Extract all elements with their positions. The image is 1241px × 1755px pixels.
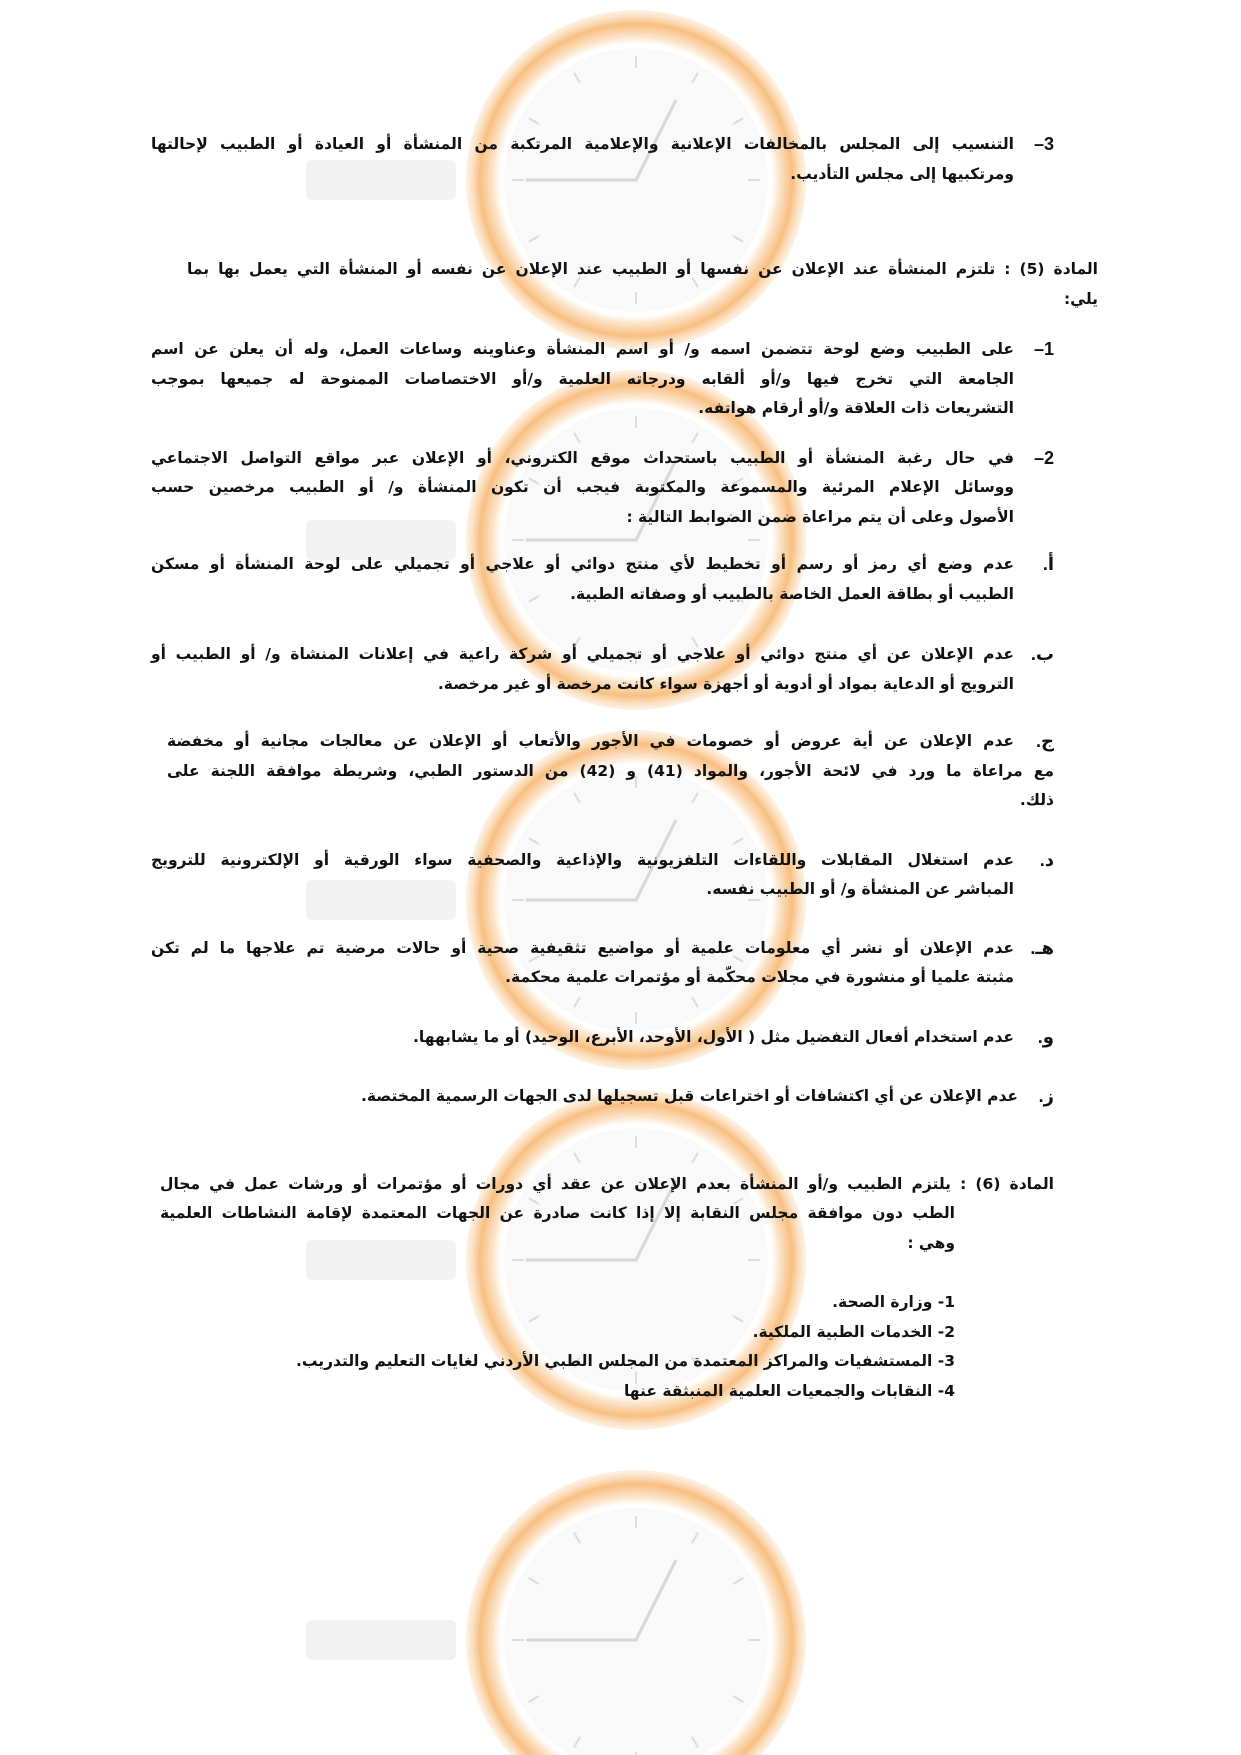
text-line: المباشر عن المنشأة و/ أو الطبيب نفسه. [706,880,1014,898]
sub-item-letter: هـ. [1030,937,1054,958]
text-line: عدم استغلال المقابلات واللقاءات التلفزيونية والإذاعية والصحفية سواء الورقية أو الإلكترونية للترويج [151,850,1014,869]
text-line: عدم الإعلان عن أي منتج دوائي أو علاجي أو تجميلي أو شركة راعية في إعلانات المنشاة و/ أو الطبيب أو [151,645,1014,663]
sub-item-f [151,1023,1054,1053]
article-6 [160,1170,1054,1259]
text-line: يلي: [1063,289,1098,308]
text-line: مثبتة علميا أو منشورة في مجلات محكّمة أو مؤتمرات علمية محكمة. [505,968,1014,986]
text-line: الطب دون موافقة مجلس النقابة إلا إذا كانت صادرة عن الجهات المعتمدة لإقامة النشاطات العلمية [160,1204,955,1222]
text-line: المادة (5) : تلتزم المنشأة عند الإعلان عن نفسها أو الطبيب عند الإعلان عن نفسه أو المنشأة التي يعمل بها بما [187,260,1098,278]
text-line: الجامعة التي تخرج فيها و/أو ألقابه ودرجاته العلمية و/أو الاختصاصات الممنوحة له جميعها بموجب [151,369,1014,388]
article-5-heading [187,255,1098,314]
sub-item-g [151,1082,1054,1112]
text-line: عدم الإعلان عن أي اكتشافات أو اختراعات قبل تسجيلها لدى الجهات الرسمية المختصة. [360,1087,1018,1105]
sub-item-a [151,550,1054,609]
item-2 [151,444,1054,533]
clause-3 [151,130,1054,189]
sub-item-letter: ز. [1038,1086,1054,1106]
text-line: الطبيب أو بطاقة العمل الخاصة بالطبيب أو وصفاته الطبية. [570,584,1014,603]
text-line: عدم الإعلان عن أية عروض أو خصومات في الأجور والأتعاب أو الإعلان عن معالجات مجانية أو مخفضة [167,732,1014,750]
text-line: عدم استخدام أفعال التفضيل مثل ( الأول، الأوحد، الأبرع، الوحيد) أو ما يشابهها. [413,1027,1014,1046]
text-line: ووسائل الإعلام المرئية والمسموعة والمكتوبة فيجب أن تكون المنشأة و/ أو الطبيب مرخصين حسب [151,478,1014,496]
text-line: الترويج أو الدعاية بمواد أو أدوية أو أجهزة سواء كانت مرخصة أو غير مرخصة. [437,674,1014,693]
item-number: 1– [1033,339,1054,359]
text-line: عدم وضع أي رمز أو رسم أو تخطيط لأي منتج دوائي أو علاجي أو تجميلي على لوحة المنشأة أو مسكن [151,555,1014,573]
sub-item-letter: أ. [1042,554,1054,574]
accredited-bodies-list [155,1288,955,1406]
text-line: في حال رغبة المنشأة أو الطبيب باستحداث موقع الكتروني، أو الإعلان عبر مواقع التواصل الاجتماعي [151,448,1014,467]
sub-item-b [151,640,1054,699]
text-line: وهي : [907,1233,955,1252]
sub-item-letter: و. [1037,1026,1054,1047]
text-line: ذلك. [1019,791,1054,809]
list-item: 2- الخدمات الطبية الملكية. [752,1322,955,1341]
text-line: عدم الإعلان أو نشر أي معلومات علمية أو مواضيع تثقيفية صحية أو حالات مرضية تم علاجها ما لم تكن [151,938,1014,957]
sub-item-d [151,846,1054,905]
item-number: 2– [1033,447,1054,468]
list-item: 3- المستشفيات والمراكز المعتمدة من المجلس الطبي الأردني لغايات التعليم والتدريب. [296,1352,955,1370]
list-item: 1- وزارة الصحة. [832,1293,955,1311]
item-1 [151,335,1054,424]
text-line: التشريعات ذات العلاقة و/أو أرقام هواتفه. [698,399,1014,417]
text-line: على الطبيب وضع لوحة تتضمن اسمه و/ أو اسم المنشأة وعناوينه وساعات العمل، وله أن يعلن عن اسم [151,340,1014,358]
sub-item-letter: ب. [1030,644,1054,664]
list-item: 4- النقابات والجمعيات العلمية المنبثقة عنها [623,1381,955,1400]
text-line: الأصول وعلى أن يتم مراعاة ضمن الضوابط التالية : [626,507,1014,526]
clause-number: 3– [1033,134,1054,154]
sub-item-letter: د. [1039,849,1054,870]
text-line: المادة (6) : يلتزم الطبيب و/أو المنشأة بعدم الإعلان عن عقد أي دورات أو مؤتمرات أو ورشات عمل في مجال [160,1174,1054,1193]
text-line: التنسيب إلى المجلس بالمخالفات الإعلانية والإعلامية المرتكبة من المنشأة أو العيادة أو الطبيب لإحالتها [151,135,1014,153]
sub-item-e [151,934,1054,993]
sub-item-letter: ج. [1036,731,1054,751]
text-line: ومرتكبيها إلى مجلس التأديب. [790,164,1014,183]
sub-item-c [167,727,1054,816]
text-line: مع مراعاة ما ورد في لائحة الأجور، والمواد (41) و (42) من الدستور الطبي، وشريطة موافقة اللجنة على [167,761,1054,780]
